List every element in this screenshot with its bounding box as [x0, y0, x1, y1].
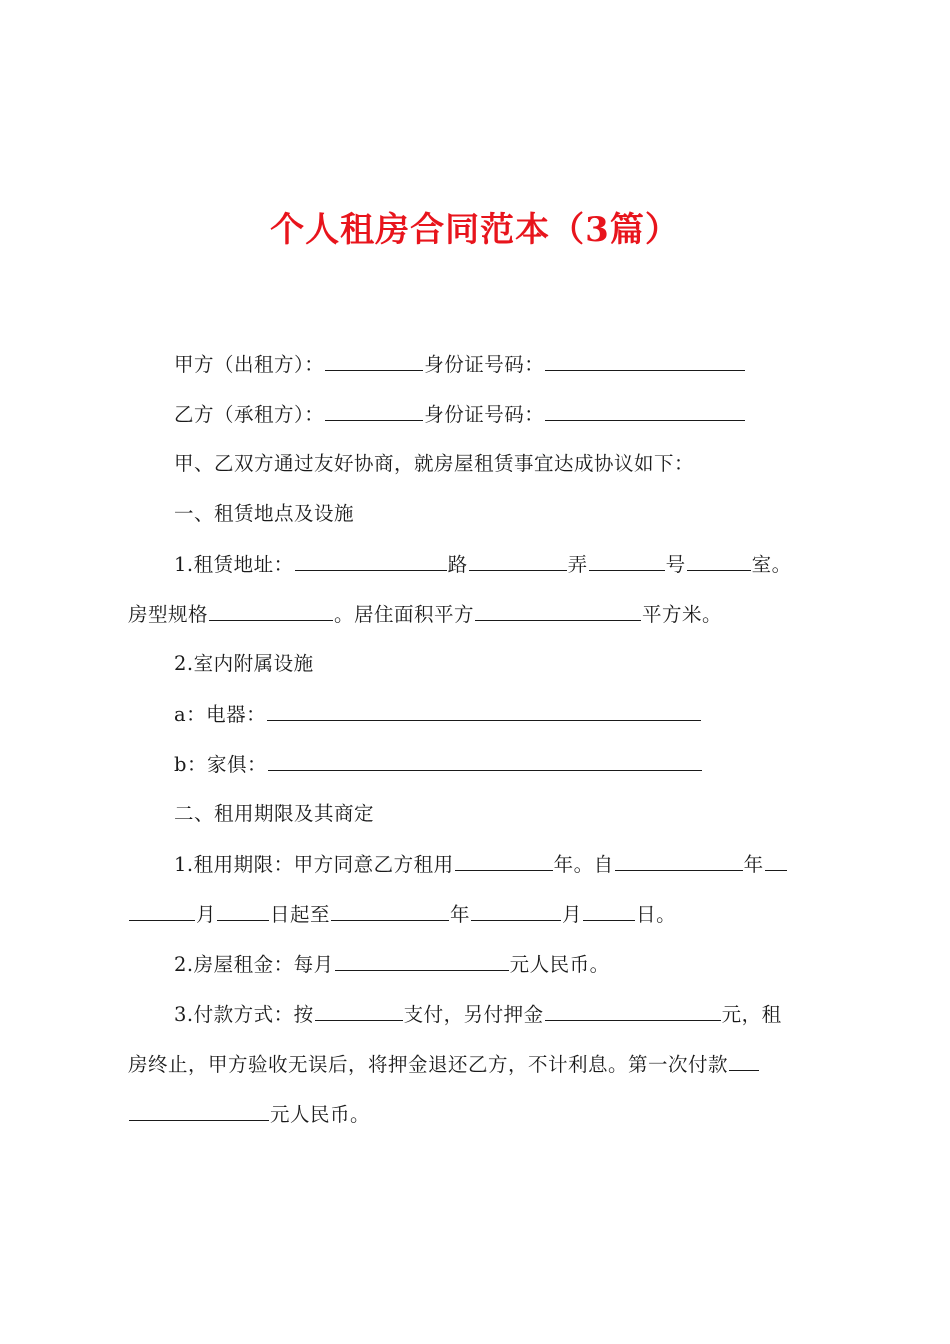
address-line — [174, 550, 792, 579]
refund-text: 房终止，甲方验收无误后，将押金退还乙方，不计利息。第一次付款 — [128, 1053, 729, 1076]
facilities-heading: 2.室内附属设施 — [174, 652, 314, 675]
rent-label: 2.房屋租金：每月 — [174, 953, 334, 976]
refund-line — [128, 1050, 760, 1079]
day-from-label: 日起至 — [270, 903, 331, 926]
first-payment-line — [128, 1100, 370, 1129]
day-end-label: 日。 — [636, 903, 677, 926]
party-b-label: 乙方（承租方）： — [174, 403, 325, 426]
room-blank[interactable] — [687, 550, 751, 571]
payment-mid: 支付，另付押金 — [403, 1003, 544, 1026]
room-label: 室。 — [751, 553, 792, 576]
year-label-2: 年 — [450, 903, 471, 926]
section-2-heading: 二、租用期限及其商定 — [174, 802, 375, 825]
term-line — [174, 850, 788, 879]
first-payment-blank-b[interactable] — [129, 1100, 269, 1121]
start-day-blank[interactable] — [217, 900, 269, 921]
lane-label: 弄 — [567, 553, 588, 576]
start-month-blank-b[interactable] — [129, 900, 195, 921]
end-day-blank[interactable] — [583, 900, 635, 921]
payment-line — [174, 1000, 782, 1029]
first-payment-unit: 元人民币。 — [270, 1103, 371, 1126]
appliances-label: a：电器： — [174, 703, 267, 726]
furniture-line — [174, 750, 703, 779]
first-payment-blank-a[interactable] — [729, 1050, 759, 1071]
payment-label: 3.付款方式：按 — [174, 1003, 314, 1026]
term-label: 1.租用期限：甲方同意乙方租用 — [174, 853, 454, 876]
number-label: 号 — [665, 553, 686, 576]
intro-paragraph: 甲、乙双方通过友好协商，就房屋租赁事宜达成协议如下： — [174, 452, 695, 475]
party-b-id-blank[interactable] — [545, 400, 745, 421]
appliances-line — [174, 700, 702, 729]
end-year-blank[interactable] — [331, 900, 449, 921]
area-blank[interactable] — [475, 600, 641, 621]
month-label-2: 月 — [562, 903, 583, 926]
road-blank[interactable] — [295, 550, 447, 571]
road-label: 路 — [447, 553, 468, 576]
year-from-label: 年。自 — [553, 853, 614, 876]
start-month-blank-a[interactable] — [765, 850, 787, 871]
party-b-id-label: 身份证号码： — [424, 403, 545, 426]
address-label: 1.租赁地址： — [174, 553, 294, 576]
appliances-blank[interactable] — [267, 700, 701, 721]
party-b-line — [174, 400, 746, 429]
rent-blank[interactable] — [335, 950, 509, 971]
furniture-blank[interactable] — [268, 750, 702, 771]
party-a-blank[interactable] — [325, 350, 423, 371]
month-label-1: 月 — [196, 903, 217, 926]
year-label-1: 年 — [743, 853, 764, 876]
area-label: 。居住面积平方 — [334, 603, 475, 626]
document-title: 个人租房合同范本（3篇） — [270, 210, 680, 250]
payment-method-blank[interactable] — [315, 1000, 403, 1021]
section-1-heading: 一、租赁地点及设施 — [174, 502, 355, 525]
lane-blank[interactable] — [469, 550, 567, 571]
start-year-blank[interactable] — [615, 850, 743, 871]
party-a-id-label: 身份证号码： — [424, 353, 545, 376]
party-a-line — [174, 350, 746, 379]
party-b-blank[interactable] — [325, 400, 423, 421]
term-years-blank[interactable] — [455, 850, 553, 871]
party-a-id-blank[interactable] — [545, 350, 745, 371]
number-blank[interactable] — [589, 550, 665, 571]
house-type-label: 房型规格 — [128, 603, 209, 626]
house-type-blank[interactable] — [209, 600, 333, 621]
term-dates-line — [128, 900, 676, 929]
rent-line — [174, 950, 610, 979]
furniture-label: b：家俱： — [174, 753, 267, 776]
rent-unit: 元人民币。 — [509, 953, 610, 976]
deposit-unit: 元，租 — [721, 1003, 782, 1026]
deposit-blank[interactable] — [545, 1000, 721, 1021]
end-month-blank[interactable] — [471, 900, 561, 921]
area-unit: 平方米。 — [642, 603, 723, 626]
party-a-label: 甲方（出租方）： — [174, 353, 325, 376]
house-type-line — [128, 600, 722, 629]
